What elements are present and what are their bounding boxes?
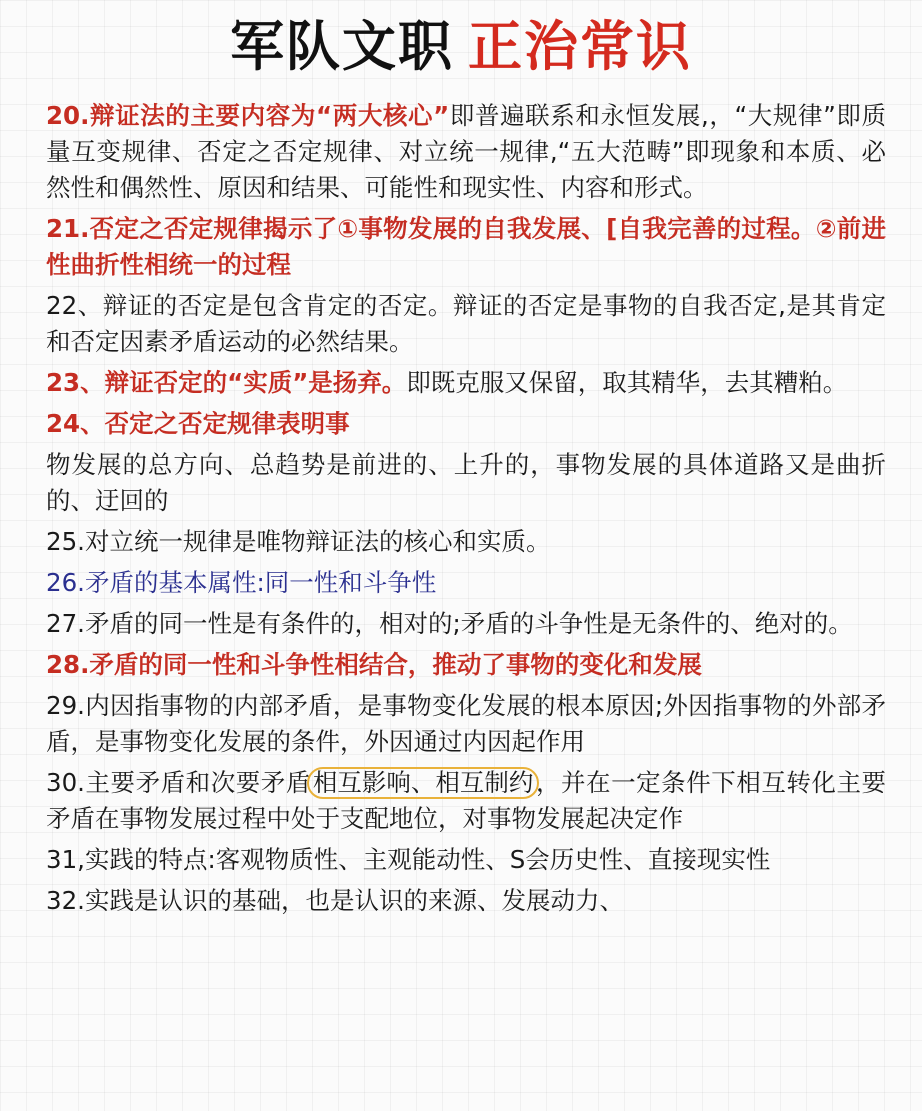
- highlight-circle: 相互影响、相互制约: [307, 767, 540, 799]
- item-24-heading: 24、否定之否定规律表明事: [46, 409, 350, 438]
- page-title: [0, 12, 922, 82]
- content-body: [46, 98, 886, 924]
- item-25: 25.对立统一规律是唯物辩证法的核心和实质。: [46, 527, 551, 556]
- item-22: 22、辩证的否定是包含肯定的否定。辩证的否定是事物的自我否定,是其肯定和否定因素矛盾运动的必然结果。: [46, 291, 886, 356]
- item-26: 26.矛盾的基本属性:同一性和斗争性: [46, 568, 437, 597]
- title-part-2: 正治常识: [468, 15, 692, 78]
- item-23: 23、辩证否定的“实质”是扬弃。即既克服又保留，取其精华，去其糟粕。: [46, 368, 848, 397]
- item-30: 30.主要矛盾和次要矛盾相互影响、相互制约，并在一定条件下相互转化主要矛盾在事物发展过程中处于支配地位，对事物发展起决定作: [46, 768, 887, 833]
- item-20: 20.辩证法的主要内容为“两大核心”即普遍联系和永恒发展,，“大规律”即质量互变规律、否定之否定规律、对立统一规律,“五大范畴”即现象和本质、必然性和偶然性、原因和结果、可能性和现实性、内容和形式。: [46, 101, 886, 202]
- item-31: 31,实践的特点:客观物质性、主观能动性、S会历史性、直接现实性: [46, 845, 771, 874]
- item-32: 32.实践是认识的基础，也是认识的来源、发展动力、: [46, 886, 624, 915]
- item-28: 28.矛盾的同一性和斗争性相结合，推动了事物的变化和发展: [46, 650, 702, 679]
- item-21: 21.否定之否定规律揭示了①事物发展的自我发展、[自我完善的过程。②前进性曲折性相统一的过程: [46, 214, 886, 279]
- item-27: 27.矛盾的同一性是有条件的，相对的;矛盾的斗争性是无条件的、绝对的。: [46, 609, 853, 638]
- item-29: 29.内因指事物的内部矛盾，是事物变化发展的根本原因;外因指事物的外部矛盾，是事物变化发展的条件，外因通过内因起作用: [46, 691, 886, 756]
- item-24-body: 物发展的总方向、总趋势是前进的、上升的，事物发展的具体道路又是曲折的、迂回的: [46, 450, 886, 515]
- title-part-1: 军队文职: [230, 15, 454, 78]
